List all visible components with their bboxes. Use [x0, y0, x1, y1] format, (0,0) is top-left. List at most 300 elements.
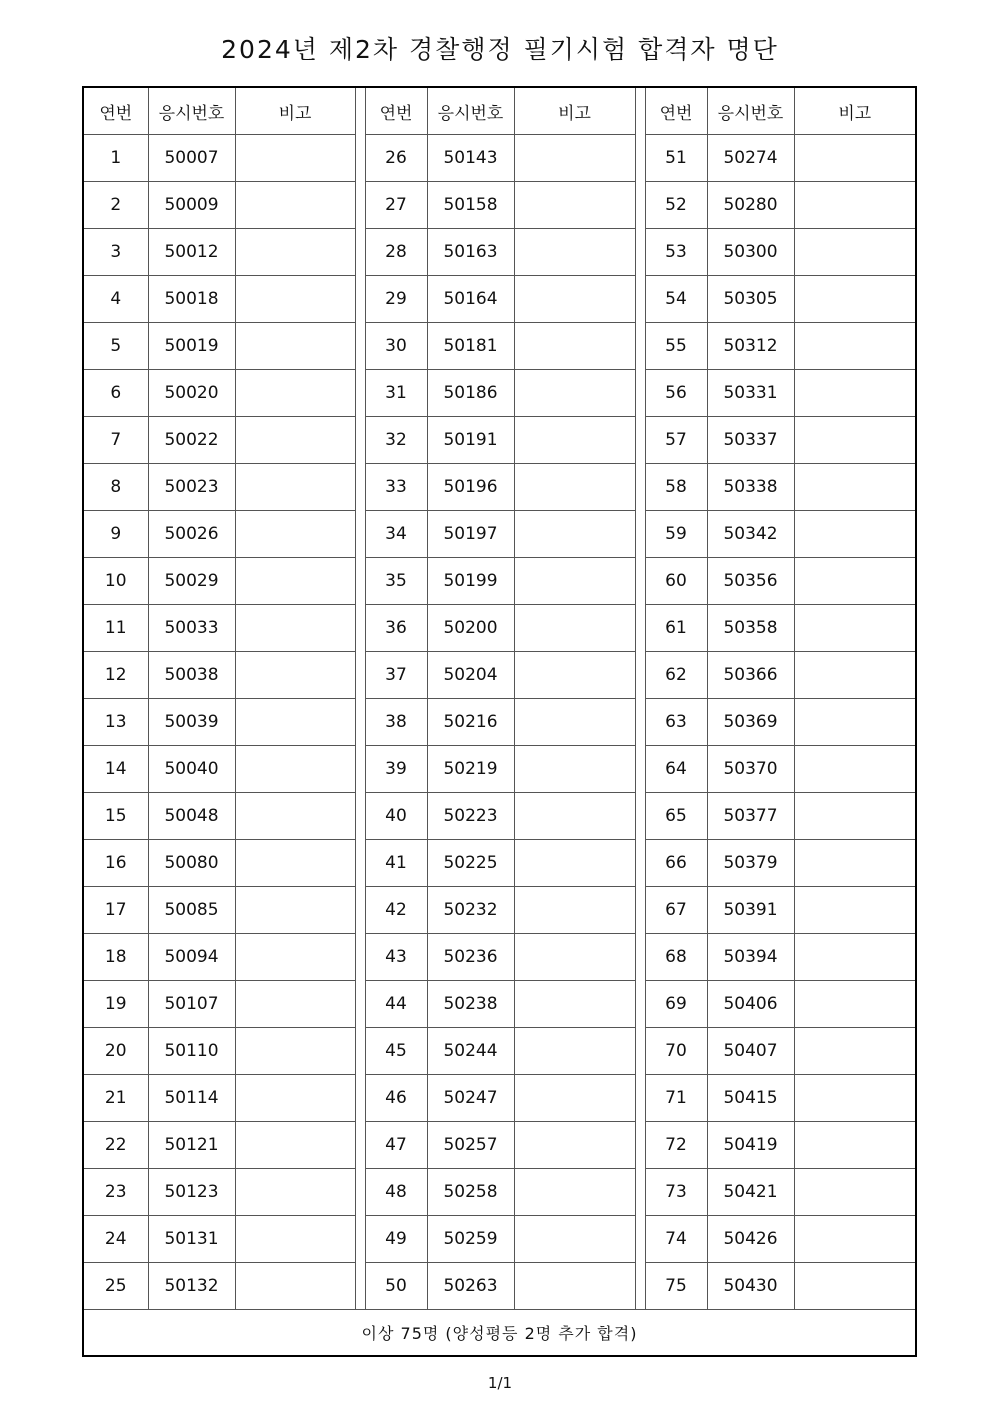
note-cell: [514, 887, 635, 934]
table-row: [84, 370, 915, 417]
note-cell: [514, 981, 635, 1028]
number-cell: 71: [645, 1075, 707, 1122]
exam-id-cell: 50038: [148, 652, 235, 699]
note-cell: [514, 558, 635, 605]
note-cell: [514, 934, 635, 981]
note-cell: [514, 1216, 635, 1263]
column-gap: [355, 1028, 365, 1075]
number-cell: 2: [84, 182, 148, 229]
note-cell: [514, 1122, 635, 1169]
note-cell: [235, 1122, 355, 1169]
note-cell: [235, 699, 355, 746]
number-cell: 9: [84, 511, 148, 558]
number-cell: 30: [365, 323, 427, 370]
table-row: [84, 652, 915, 699]
note-cell: [235, 229, 355, 276]
note-cell: [514, 417, 635, 464]
number-cell: 57: [645, 417, 707, 464]
number-cell: 44: [365, 981, 427, 1028]
table-row: [84, 182, 915, 229]
note-cell: [514, 135, 635, 182]
header-cell-number: 연번: [645, 88, 707, 135]
number-cell: 26: [365, 135, 427, 182]
column-gap: [355, 605, 365, 652]
exam-id-cell: 50007: [148, 135, 235, 182]
column-gap: [635, 558, 645, 605]
exam-id-cell: 50312: [707, 323, 794, 370]
column-gap: [355, 981, 365, 1028]
note-cell: [794, 793, 915, 840]
roster-table: [84, 88, 915, 1355]
number-cell: 60: [645, 558, 707, 605]
exam-id-cell: 50216: [427, 699, 514, 746]
exam-id-cell: 50274: [707, 135, 794, 182]
note-cell: [235, 1169, 355, 1216]
header-cell-note: 비고: [514, 88, 635, 135]
note-cell: [235, 934, 355, 981]
number-cell: 41: [365, 840, 427, 887]
number-cell: 58: [645, 464, 707, 511]
column-gap: [635, 1216, 645, 1263]
exam-id-cell: 50370: [707, 746, 794, 793]
column-gap: [355, 793, 365, 840]
table-row: [84, 840, 915, 887]
number-cell: 20: [84, 1028, 148, 1075]
note-cell: [794, 276, 915, 323]
exam-id-cell: 50369: [707, 699, 794, 746]
column-gap: [355, 652, 365, 699]
exam-id-cell: 50094: [148, 934, 235, 981]
number-cell: 53: [645, 229, 707, 276]
number-cell: 68: [645, 934, 707, 981]
exam-id-cell: 50338: [707, 464, 794, 511]
exam-id-cell: 50121: [148, 1122, 235, 1169]
note-cell: [235, 323, 355, 370]
column-gap: [635, 1028, 645, 1075]
exam-id-cell: 50300: [707, 229, 794, 276]
note-cell: [794, 135, 915, 182]
note-cell: [794, 981, 915, 1028]
exam-id-cell: 50009: [148, 182, 235, 229]
column-gap: [635, 370, 645, 417]
number-cell: 61: [645, 605, 707, 652]
exam-id-cell: 50377: [707, 793, 794, 840]
table-row: [84, 793, 915, 840]
number-cell: 34: [365, 511, 427, 558]
number-cell: 51: [645, 135, 707, 182]
column-gap: [355, 1075, 365, 1122]
exam-id-cell: 50223: [427, 793, 514, 840]
column-gap: [355, 229, 365, 276]
exam-id-cell: 50419: [707, 1122, 794, 1169]
number-cell: 22: [84, 1122, 148, 1169]
exam-id-cell: 50158: [427, 182, 514, 229]
exam-id-cell: 50280: [707, 182, 794, 229]
number-cell: 37: [365, 652, 427, 699]
column-gap: [355, 558, 365, 605]
number-cell: 12: [84, 652, 148, 699]
number-cell: 15: [84, 793, 148, 840]
note-cell: [514, 464, 635, 511]
header-cell-exam-id: 응시번호: [707, 88, 794, 135]
note-cell: [794, 182, 915, 229]
note-cell: [514, 1263, 635, 1310]
table-row: [84, 135, 915, 182]
note-cell: [794, 229, 915, 276]
exam-id-cell: 50110: [148, 1028, 235, 1075]
header-cell-exam-id: 응시번호: [427, 88, 514, 135]
column-gap: [635, 887, 645, 934]
number-cell: 69: [645, 981, 707, 1028]
number-cell: 43: [365, 934, 427, 981]
header-row: [84, 88, 915, 135]
column-gap: [635, 934, 645, 981]
number-cell: 23: [84, 1169, 148, 1216]
note-cell: [794, 1028, 915, 1075]
note-cell: [514, 182, 635, 229]
note-cell: [235, 981, 355, 1028]
number-cell: 24: [84, 1216, 148, 1263]
exam-id-cell: 50258: [427, 1169, 514, 1216]
note-cell: [794, 323, 915, 370]
table-row: [84, 1216, 915, 1263]
note-cell: [794, 699, 915, 746]
column-gap: [635, 840, 645, 887]
note-cell: [794, 1169, 915, 1216]
column-gap: [635, 229, 645, 276]
number-cell: 28: [365, 229, 427, 276]
number-cell: 75: [645, 1263, 707, 1310]
header-cell-note: 비고: [235, 88, 355, 135]
number-cell: 35: [365, 558, 427, 605]
number-cell: 6: [84, 370, 148, 417]
note-cell: [235, 793, 355, 840]
exam-id-cell: 50022: [148, 417, 235, 464]
exam-id-cell: 50040: [148, 746, 235, 793]
note-cell: [514, 793, 635, 840]
number-cell: 66: [645, 840, 707, 887]
exam-id-cell: 50379: [707, 840, 794, 887]
column-gap: [355, 1122, 365, 1169]
number-cell: 13: [84, 699, 148, 746]
note-cell: [235, 417, 355, 464]
note-cell: [794, 417, 915, 464]
note-cell: [514, 511, 635, 558]
note-cell: [514, 276, 635, 323]
note-cell: [235, 1216, 355, 1263]
exam-id-cell: 50407: [707, 1028, 794, 1075]
number-cell: 31: [365, 370, 427, 417]
note-cell: [235, 182, 355, 229]
exam-id-cell: 50236: [427, 934, 514, 981]
column-gap: [635, 1122, 645, 1169]
note-cell: [514, 229, 635, 276]
number-cell: 19: [84, 981, 148, 1028]
number-cell: 70: [645, 1028, 707, 1075]
number-cell: 32: [365, 417, 427, 464]
table-row: [84, 699, 915, 746]
exam-id-cell: 50204: [427, 652, 514, 699]
column-gap: [355, 699, 365, 746]
table-row: [84, 323, 915, 370]
table-row: [84, 934, 915, 981]
exam-id-cell: 50358: [707, 605, 794, 652]
table-row: [84, 511, 915, 558]
exam-id-cell: 50356: [707, 558, 794, 605]
header-cell-exam-id: 응시번호: [148, 88, 235, 135]
number-cell: 25: [84, 1263, 148, 1310]
number-cell: 38: [365, 699, 427, 746]
note-cell: [235, 276, 355, 323]
number-cell: 16: [84, 840, 148, 887]
column-gap: [635, 652, 645, 699]
number-cell: 1: [84, 135, 148, 182]
exam-id-cell: 50263: [427, 1263, 514, 1310]
note-cell: [794, 511, 915, 558]
number-cell: 5: [84, 323, 148, 370]
table-row: [84, 605, 915, 652]
number-cell: 21: [84, 1075, 148, 1122]
number-cell: 39: [365, 746, 427, 793]
table-row: [84, 1169, 915, 1216]
number-cell: 55: [645, 323, 707, 370]
note-cell: [794, 746, 915, 793]
number-cell: 65: [645, 793, 707, 840]
note-cell: [514, 1169, 635, 1216]
number-cell: 10: [84, 558, 148, 605]
note-cell: [514, 370, 635, 417]
table-row: [84, 276, 915, 323]
note-cell: [794, 1263, 915, 1310]
column-gap: [635, 1263, 645, 1310]
column-gap: [355, 417, 365, 464]
exam-id-cell: 50132: [148, 1263, 235, 1310]
exam-id-cell: 50012: [148, 229, 235, 276]
exam-id-cell: 50019: [148, 323, 235, 370]
column-gap: [635, 323, 645, 370]
column-gap: [635, 417, 645, 464]
roster-sheet: [82, 86, 917, 1357]
number-cell: 63: [645, 699, 707, 746]
number-cell: 18: [84, 934, 148, 981]
column-gap: [635, 699, 645, 746]
number-cell: 54: [645, 276, 707, 323]
number-cell: 7: [84, 417, 148, 464]
number-cell: 14: [84, 746, 148, 793]
exam-id-cell: 50337: [707, 417, 794, 464]
column-gap: [635, 1169, 645, 1216]
note-cell: [794, 605, 915, 652]
exam-id-cell: 50391: [707, 887, 794, 934]
column-gap: [635, 182, 645, 229]
number-cell: 64: [645, 746, 707, 793]
number-cell: 8: [84, 464, 148, 511]
exam-id-cell: 50394: [707, 934, 794, 981]
exam-id-cell: 50244: [427, 1028, 514, 1075]
table-row: [84, 464, 915, 511]
note-cell: [794, 1216, 915, 1263]
number-cell: 11: [84, 605, 148, 652]
exam-id-cell: 50085: [148, 887, 235, 934]
column-gap: [635, 981, 645, 1028]
number-cell: 29: [365, 276, 427, 323]
table-row: [84, 887, 915, 934]
exam-id-cell: 50415: [707, 1075, 794, 1122]
note-cell: [235, 558, 355, 605]
number-cell: 52: [645, 182, 707, 229]
number-cell: 4: [84, 276, 148, 323]
exam-id-cell: 50259: [427, 1216, 514, 1263]
column-gap: [355, 323, 365, 370]
number-cell: 73: [645, 1169, 707, 1216]
exam-id-cell: 50164: [427, 276, 514, 323]
column-gap: [355, 464, 365, 511]
summary-row: [84, 1310, 915, 1356]
note-cell: [235, 652, 355, 699]
summary-text: 이상 75명 (양성평등 2명 추가 합격): [84, 1310, 915, 1356]
number-cell: 56: [645, 370, 707, 417]
table-row: [84, 746, 915, 793]
note-cell: [794, 370, 915, 417]
column-gap: [635, 511, 645, 558]
exam-id-cell: 50020: [148, 370, 235, 417]
exam-id-cell: 50163: [427, 229, 514, 276]
exam-id-cell: 50023: [148, 464, 235, 511]
column-gap: [635, 605, 645, 652]
column-gap: [635, 1075, 645, 1122]
exam-id-cell: 50421: [707, 1169, 794, 1216]
column-gap: [355, 1263, 365, 1310]
note-cell: [514, 746, 635, 793]
exam-id-cell: 50232: [427, 887, 514, 934]
exam-id-cell: 50123: [148, 1169, 235, 1216]
note-cell: [794, 1075, 915, 1122]
table-row: [84, 981, 915, 1028]
note-cell: [235, 511, 355, 558]
exam-id-cell: 50406: [707, 981, 794, 1028]
number-cell: 17: [84, 887, 148, 934]
header-cell-number: 연번: [84, 88, 148, 135]
column-gap: [635, 135, 645, 182]
note-cell: [235, 464, 355, 511]
exam-id-cell: 50257: [427, 1122, 514, 1169]
note-cell: [235, 1263, 355, 1310]
column-gap: [355, 887, 365, 934]
column-gap: [355, 934, 365, 981]
exam-id-cell: 50107: [148, 981, 235, 1028]
number-cell: 42: [365, 887, 427, 934]
note-cell: [235, 1075, 355, 1122]
column-gap: [355, 370, 365, 417]
exam-id-cell: 50238: [427, 981, 514, 1028]
number-cell: 72: [645, 1122, 707, 1169]
column-gap: [355, 276, 365, 323]
exam-id-cell: 50430: [707, 1263, 794, 1310]
exam-id-cell: 50426: [707, 1216, 794, 1263]
exam-id-cell: 50225: [427, 840, 514, 887]
note-cell: [235, 605, 355, 652]
exam-id-cell: 50331: [707, 370, 794, 417]
exam-id-cell: 50200: [427, 605, 514, 652]
number-cell: 47: [365, 1122, 427, 1169]
exam-id-cell: 50197: [427, 511, 514, 558]
exam-id-cell: 50191: [427, 417, 514, 464]
column-gap: [635, 276, 645, 323]
exam-id-cell: 50080: [148, 840, 235, 887]
number-cell: 27: [365, 182, 427, 229]
table-row: [84, 417, 915, 464]
note-cell: [514, 1075, 635, 1122]
note-cell: [235, 135, 355, 182]
exam-id-cell: 50029: [148, 558, 235, 605]
number-cell: 62: [645, 652, 707, 699]
document-title: 2024년 제2차 경찰행정 필기시험 합격자 명단: [221, 35, 779, 64]
column-gap: [635, 88, 645, 135]
exam-id-cell: 50305: [707, 276, 794, 323]
note-cell: [514, 699, 635, 746]
exam-id-cell: 50131: [148, 1216, 235, 1263]
note-cell: [235, 370, 355, 417]
column-gap: [635, 464, 645, 511]
number-cell: 74: [645, 1216, 707, 1263]
table-row: [84, 1028, 915, 1075]
number-cell: 49: [365, 1216, 427, 1263]
number-cell: 40: [365, 793, 427, 840]
note-cell: [514, 605, 635, 652]
table-row: [84, 558, 915, 605]
note-cell: [235, 887, 355, 934]
column-gap: [355, 511, 365, 558]
number-cell: 3: [84, 229, 148, 276]
exam-id-cell: 50366: [707, 652, 794, 699]
column-gap: [355, 1216, 365, 1263]
exam-id-cell: 50181: [427, 323, 514, 370]
number-cell: 36: [365, 605, 427, 652]
number-cell: 48: [365, 1169, 427, 1216]
exam-id-cell: 50342: [707, 511, 794, 558]
header-cell-note: 비고: [794, 88, 915, 135]
header-cell-number: 연번: [365, 88, 427, 135]
exam-id-cell: 50196: [427, 464, 514, 511]
note-cell: [794, 1122, 915, 1169]
note-cell: [794, 887, 915, 934]
number-cell: 46: [365, 1075, 427, 1122]
exam-id-cell: 50247: [427, 1075, 514, 1122]
note-cell: [235, 746, 355, 793]
exam-id-cell: 50219: [427, 746, 514, 793]
note-cell: [794, 558, 915, 605]
exam-id-cell: 50039: [148, 699, 235, 746]
number-cell: 67: [645, 887, 707, 934]
column-gap: [355, 840, 365, 887]
note-cell: [235, 840, 355, 887]
number-cell: 59: [645, 511, 707, 558]
note-cell: [794, 652, 915, 699]
column-gap: [355, 135, 365, 182]
note-cell: [235, 1028, 355, 1075]
exam-id-cell: 50033: [148, 605, 235, 652]
note-cell: [794, 934, 915, 981]
column-gap: [635, 793, 645, 840]
exam-id-cell: 50048: [148, 793, 235, 840]
exam-id-cell: 50199: [427, 558, 514, 605]
column-gap: [355, 746, 365, 793]
column-gap: [355, 88, 365, 135]
note-cell: [514, 652, 635, 699]
note-cell: [794, 840, 915, 887]
table-row: [84, 1263, 915, 1310]
number-cell: 50: [365, 1263, 427, 1310]
